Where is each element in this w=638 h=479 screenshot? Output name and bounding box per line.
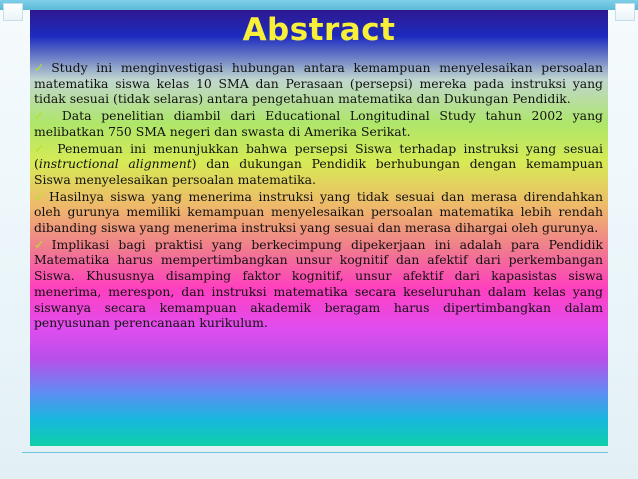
paragraph-text-before: Penemuan ini menunjukkan bahwa persepsi Siswa terhadap instruksi yang sesuai ( bbox=[34, 140, 603, 172]
abstract-paragraph-2 bbox=[34, 108, 603, 139]
paragraph-text: Hasilnya siswa yang menerima instruksi yang tidak sesuai dan merasa direndahkan oleh gurunya memiliki kemampuan menyelesaikan persoalan matematika lebih rendah dibanding siswa yang menerima instruksi yang sesuai dan merasa dihargai oleh gurunya. bbox=[34, 188, 603, 236]
checkmark-icon: ✓ bbox=[34, 236, 50, 252]
abstract-content bbox=[34, 60, 603, 332]
top-accent-bar bbox=[0, 0, 638, 10]
paragraph-text-after: ) dan dukungan Pendidik berhubungan dengan kemampuan Siswa menyelesaikan persoalan matematika. bbox=[34, 156, 603, 187]
paragraph-text: Study ini menginvestigasi hubungan antara kemampuan menyelesaikan persoalan matematika siswa kelas 10 SMA dan Perasaan (persepsi) mereka pada instruksi yang tidak sesuai (tidak selaras) antara pengetahuan matematika dan Dukungan Pendidik. bbox=[34, 60, 604, 107]
abstract-paragraph-4 bbox=[34, 189, 603, 236]
abstract-paragraph-3 bbox=[34, 141, 603, 188]
checkmark-icon: ✓ bbox=[34, 140, 48, 156]
paragraph-emphasis: instructional alignment bbox=[38, 156, 192, 172]
abstract-paragraph-1 bbox=[34, 60, 603, 107]
abstract-paragraph-5 bbox=[34, 237, 603, 331]
corner-decoration-right bbox=[615, 3, 635, 21]
checkmark-icon: ✓ bbox=[34, 60, 50, 75]
paragraph-text: Data penelitian diambil dari Educational Longitudinal Study tahun 2002 yang melibatkan 750 SMA negeri dan swasta di Amerika Serikat. bbox=[34, 108, 603, 139]
paragraph-text: Implikasi bagi praktisi yang berkecimpung dipekerjaan ini adalah para Pendidik Matematika harus mempertimbangkan unsur kognitif dan afektif dari perkembangan Siswa. Khususnya disamping faktor kognitif, unsur afektif dari kapasistas siswa menerima, merespon, dan instruksi matematika secara keseluruhan dalam kelas yang siswanya secara kemampuan akademik beragam harus dipertimbangkan dalam penyusunan perencanaan kurikulum. bbox=[34, 236, 603, 331]
corner-decoration-left bbox=[3, 3, 23, 21]
bottom-divider bbox=[22, 452, 608, 453]
checkmark-icon: ✓ bbox=[34, 108, 51, 124]
checkmark-icon: ✓ bbox=[34, 188, 47, 204]
slide-title: Abstract bbox=[242, 12, 396, 48]
